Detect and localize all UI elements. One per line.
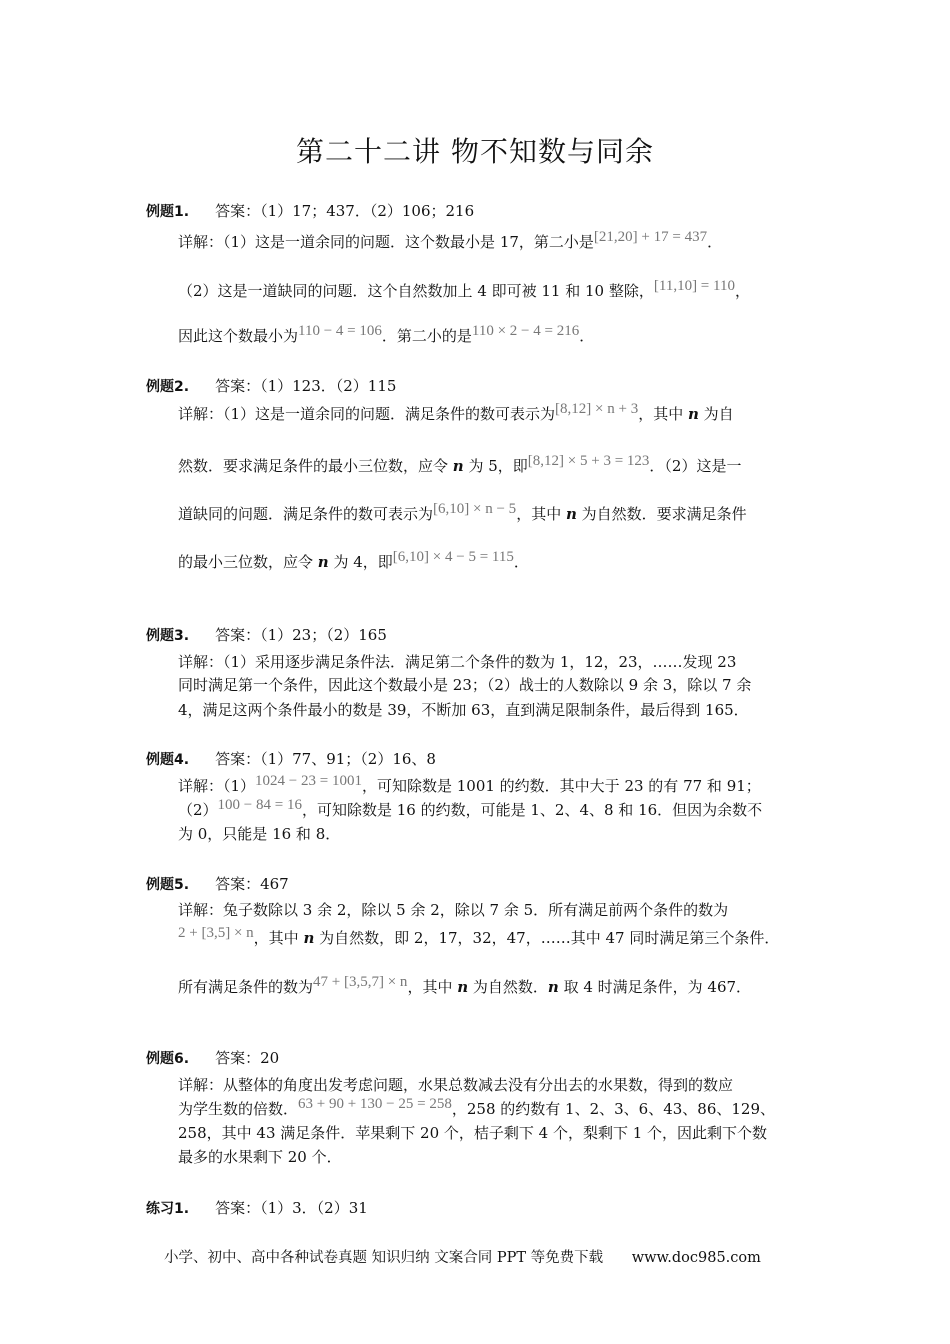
math-expression: [8,12] × 5 + 3 = 123 xyxy=(527,453,650,469)
variable-n: n xyxy=(452,457,464,475)
detail-line xyxy=(178,549,529,573)
math-expression: 2 + [3,5] × n xyxy=(178,925,254,941)
text-run: ，可知除数是 1001 的约数．其中大于 23 的有 77 和 91； xyxy=(361,777,761,795)
variable-n: n xyxy=(565,505,577,523)
math-expression: [11,10] = 110 xyxy=(653,278,735,294)
detail-line xyxy=(178,1096,776,1120)
text-run: ，其中 xyxy=(253,929,304,947)
detail-line xyxy=(178,675,751,695)
math-expression: 63 + 90 + 130 − 25 = 258 xyxy=(298,1096,452,1112)
example-answer: 答案：（1）123．（2）115 xyxy=(215,377,397,395)
detail-line xyxy=(178,824,340,844)
text-run: 详解：（1）采用逐步满足条件法．满足第二个条件的数为 1，12，23，……发现 23 xyxy=(178,653,737,671)
variable-n: n xyxy=(303,929,315,947)
example-header xyxy=(146,376,396,397)
detail-line xyxy=(178,974,752,998)
example-label: 例题6. xyxy=(146,1051,190,1067)
detail-line xyxy=(178,1147,342,1167)
detail-line xyxy=(178,1075,733,1095)
math-expression: 110 − 4 = 106 xyxy=(298,323,382,339)
text-run: ． xyxy=(579,327,595,345)
example-header xyxy=(146,1048,279,1069)
math-expression: 110 × 2 − 4 = 216 xyxy=(471,323,580,339)
text-run: 的最小三位数，应令 xyxy=(178,553,318,571)
text-run: 详解：（1） xyxy=(178,777,256,795)
example-answer: 答案：（1）23；（2）165 xyxy=(215,626,387,644)
example-label: 例题2. xyxy=(146,379,190,395)
text-run: 因此这个数最小为 xyxy=(178,327,299,345)
text-run: 取 4 时满足条件，为 467． xyxy=(558,978,752,996)
detail-line xyxy=(178,1123,767,1143)
variable-n: n xyxy=(457,978,469,996)
variable-n: n xyxy=(547,978,559,996)
text-run: 详解：从整体的角度出发考虑问题，水果总数减去没有分出去的水果数，得到的数应 xyxy=(178,1076,734,1094)
text-run: ，其中 xyxy=(638,405,688,423)
text-run: 详解：（1）这是一道余同的问题．满足条件的数可表示为 xyxy=(178,405,556,423)
example-label: 例题3. xyxy=(146,628,190,644)
detail-line xyxy=(178,900,728,920)
text-run: 最多的水果剩下 20 个． xyxy=(178,1148,342,1166)
detail-line xyxy=(178,700,749,720)
variable-n: n xyxy=(317,553,329,571)
text-run: ，可知除数是 16 的约数，可能是 1、2、4、8 和 16．但因为余数不 xyxy=(301,801,763,819)
math-expression: [8,12] × n + 3 xyxy=(555,401,639,417)
detail-line xyxy=(178,652,736,672)
variable-n: n xyxy=(688,405,699,423)
detail-line xyxy=(178,401,734,425)
detail-line xyxy=(178,501,747,525)
text-run: ．第二小的是 xyxy=(381,327,472,345)
text-run: 为 4，即 xyxy=(328,553,393,571)
text-run: （2）这是一道缺同的问题．这个自然数加上 4 即可被 11 和 10 整除， xyxy=(178,282,654,300)
text-run: 为自 xyxy=(698,405,734,423)
text-run: ．（2）这是一 xyxy=(649,457,742,475)
example-answer: 答案：（1）17；437．（2）106；216 xyxy=(215,202,475,220)
footer-url[interactable]: www.doc985.com xyxy=(631,1250,761,1266)
text-run: ，其中 xyxy=(407,978,458,996)
text-run: ， xyxy=(734,282,750,300)
footer xyxy=(164,1246,761,1267)
math-expression: [6,10] × n − 5 xyxy=(433,501,517,517)
example-label: 例题4. xyxy=(146,752,190,768)
text-run: 为学生数的倍数． xyxy=(178,1100,299,1118)
example-header xyxy=(146,749,436,770)
detail-line xyxy=(178,925,780,949)
detail-line xyxy=(178,453,742,477)
text-run: 4，满足这两个条件最小的数是 39，不断加 63，直到满足限制条件，最后得到 165． xyxy=(178,701,749,719)
text-run: 同时满足第一个条件，因此这个数最小是 23；（2）战士的人数除以 9 余 3，除以 7 余 xyxy=(178,676,752,694)
example-answer: 答案：（1）77、91；（2）16、8 xyxy=(215,750,436,768)
text-run: 为 5，即 xyxy=(463,457,528,475)
text-run: 为自然数．要求满足条件 xyxy=(576,505,747,523)
math-expression: 47 + [3,5,7] × n xyxy=(313,974,408,990)
math-expression: [6,10] × 4 − 5 = 115 xyxy=(392,549,514,565)
math-expression: 1024 − 23 = 1001 xyxy=(255,773,362,789)
example-header xyxy=(146,201,474,222)
detail-line xyxy=(178,773,761,797)
example-label: 例题1. xyxy=(146,204,190,220)
example-answer: 答案：（1）3．（2）31 xyxy=(215,1199,368,1217)
detail-line xyxy=(178,797,763,821)
example-header xyxy=(146,625,387,646)
text-run: ，258 的约数有 1、2、3、6、43、86、129、 xyxy=(451,1100,776,1118)
text-run: 为自然数． xyxy=(468,978,548,996)
example-header xyxy=(146,874,289,895)
text-run: 为自然数，即 2，17，32，47，……其中 47 同时满足第三个条件． xyxy=(314,929,780,947)
text-run: 道缺同的问题．满足条件的数可表示为 xyxy=(178,505,434,523)
example-label: 练习1. xyxy=(146,1201,190,1217)
text-run: 所有满足条件的数为 xyxy=(178,978,314,996)
text-run: 详解：（1）这是一道余同的问题．这个数最小是 17，第二小是 xyxy=(178,233,594,251)
text-run: 详解：兔子数除以 3 余 2，除以 5 余 2，除以 7 余 5．所有满足前两个条件的数为 xyxy=(178,901,729,919)
example-answer: 答案：20 xyxy=(215,1049,280,1067)
math-expression: 100 − 84 = 16 xyxy=(217,797,302,813)
text-run: 258，其中 43 满足条件．苹果剩下 20 个，桔子剩下 4 个，梨剩下 1 个，因此剩下个数 xyxy=(178,1124,768,1142)
text-run: 为 0，只能是 16 和 8． xyxy=(178,825,341,843)
detail-line xyxy=(178,229,723,253)
text-run: 然数．要求满足条件的最小三位数，应令 xyxy=(178,457,453,475)
text-run: （2） xyxy=(178,801,218,819)
text-run: ． xyxy=(707,233,723,251)
example-answer: 答案：467 xyxy=(215,875,289,893)
detail-line xyxy=(178,323,595,347)
page-title: 第二十二讲 物不知数与同余 xyxy=(296,135,654,168)
example-label: 例题5. xyxy=(146,877,190,893)
math-expression: [21,20] + 17 = 437 xyxy=(593,229,708,245)
text-run: ． xyxy=(513,553,529,571)
example-header xyxy=(146,1198,368,1219)
text-run: ，其中 xyxy=(516,505,566,523)
detail-line xyxy=(178,278,750,302)
footer-text: 小学、初中、高中各种试卷真题 知识归纳 文案合同 PPT 等免费下载 xyxy=(164,1250,604,1266)
